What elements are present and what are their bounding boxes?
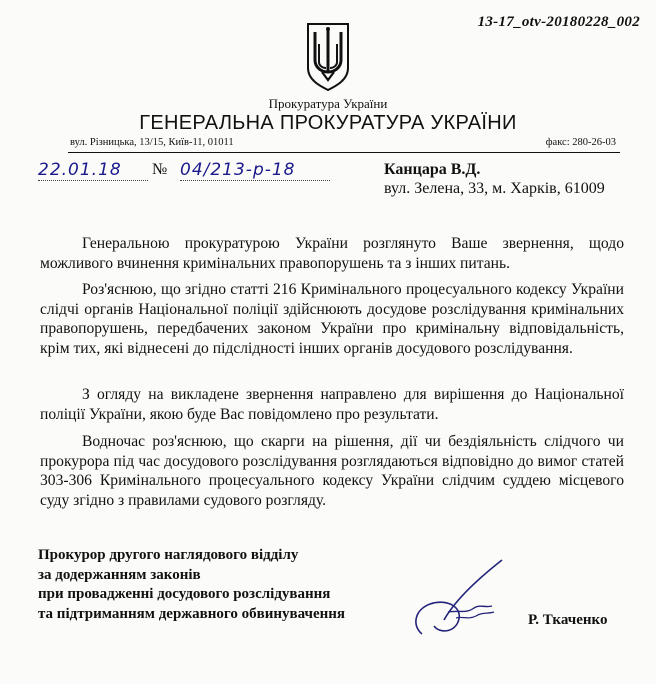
recipient-address: вул. Зелена, 33, м. Харків, 61009 <box>384 180 605 197</box>
body-paragraph: Роз'яснюю, що згідно статті 216 Кримінального процесуального кодексу України слідчі органів Національної поліції здійснюють досудове розслідування кримінальних правопорушень, передбачених законом України про кримінальну відповідальність, крім тих, які віднесені до підслідності інших органів досудового розслідування. <box>40 281 624 357</box>
registration-line <box>34 160 334 188</box>
letterhead-divider <box>68 152 620 153</box>
position-line: та підтриманням державного обвинувачення <box>38 605 346 622</box>
body-paragraph: Генеральною прокуратурою України розглянуто Ваше звернення, щодо можливого вчинення кримінальних правопорушень та з інших питань. <box>40 235 624 272</box>
signer-name: Р. Ткаченко <box>528 612 608 628</box>
body-paragraph: З огляду на викладене звернення направлено для вирішення до Національної поліції України, якою буде Вас повідомлено про результати. <box>40 386 624 423</box>
position-line: за додержанням законів <box>38 566 201 583</box>
registration-number: 04/213-р-18 <box>180 160 330 181</box>
body-paragraph: Водночас роз'яснюю, що скарги на рішення, дії чи бездіяльність слідчого чи прокурора під час досудового розслідування розглядаються відповідно до вимог статей 303-306 Кримінального процесуального кодексу України слідчим суддею місцевого суду згідно з правилами судового розгляду. <box>40 433 624 509</box>
office-address: вул. Різницька, 13/15, Київ-11, 01011 <box>70 137 234 148</box>
office-title: ГЕНЕРАЛЬНА ПРОКУРАТУРА УКРАЇНИ <box>139 112 517 134</box>
trident-emblem-icon <box>304 20 352 92</box>
signatory-position <box>38 546 398 624</box>
handwritten-signature-icon <box>404 552 524 652</box>
document-id: 13-17_otv-20180228_002 <box>477 14 640 30</box>
position-line: при провадженні досудового розслідування <box>38 586 331 603</box>
letterhead-contacts <box>70 137 620 151</box>
ministry-name: Прокуратура України <box>268 96 388 111</box>
recipient-name: Канцара В.Д. <box>384 161 481 178</box>
number-sign: № <box>152 161 168 178</box>
position-line: Прокурор другого наглядового відділу <box>38 547 299 563</box>
registration-date: 22.01.18 <box>38 160 148 181</box>
office-fax: факс: 280-26-03 <box>545 137 616 148</box>
